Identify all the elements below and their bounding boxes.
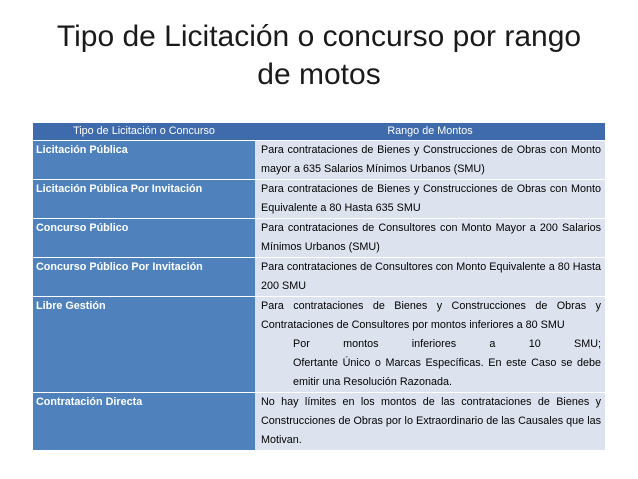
column-header-range: Rango de Montos [255, 123, 605, 141]
row-type-cell: Concurso Público [33, 219, 255, 258]
row-type-cell: Licitación Pública Por Invitación [33, 180, 255, 219]
row-type-cell: Libre Gestión [33, 297, 255, 393]
table-row [33, 180, 605, 219]
row-range-cell [255, 297, 605, 393]
row-type-cell: Concurso Público Por Invitación [33, 258, 255, 297]
slide-title: Tipo de Licitación o concurso por rango de motos [56, 20, 582, 91]
row-range-cell: Para contrataciones de Bienes y Construcciones de Obras con Monto mayor a 635 Salarios Mínimos Urbanos (SMU) [255, 141, 605, 180]
sub-note-text: Ofertante Único o Marcas Específicas. En este Caso se debe emitir una Resolución Razonada. [293, 357, 601, 388]
range-text: Para contrataciones de Bienes y Construcciones de Obras y Contrataciones de Consultores por montos inferiores a 80 SMU [261, 300, 601, 331]
table-row [33, 393, 605, 451]
table-row [33, 219, 605, 258]
table-row [33, 258, 605, 297]
table-header-row [33, 123, 605, 141]
row-range-cell: Para contrataciones de Consultores con Monto Equivalente a 80 Hasta 200 SMU [255, 258, 605, 297]
row-type-cell: Licitación Pública [33, 141, 255, 180]
licitation-table [33, 123, 605, 451]
column-header-type: Tipo de Licitación o Concurso [33, 123, 255, 141]
row-range-cell: No hay límites en los montos de las contrataciones de Bienes y Construcciones de Obras por lo Extraordinario de las Causales que las Motivan. [255, 393, 605, 451]
table-row [33, 297, 605, 393]
row-range-cell: Para contrataciones de Bienes y Construcciones de Obras con Monto Equivalente a 80 Hasta 635 SMU [255, 180, 605, 219]
table-row [33, 141, 605, 180]
row-type-cell: Contratación Directa [33, 393, 255, 451]
sub-note-first-line: Por montos inferiores a 10 SMU; [293, 338, 601, 350]
row-range-cell: Para contrataciones de Consultores con Monto Mayor a 200 Salarios Mínimos Urbanos (SMU) [255, 219, 605, 258]
